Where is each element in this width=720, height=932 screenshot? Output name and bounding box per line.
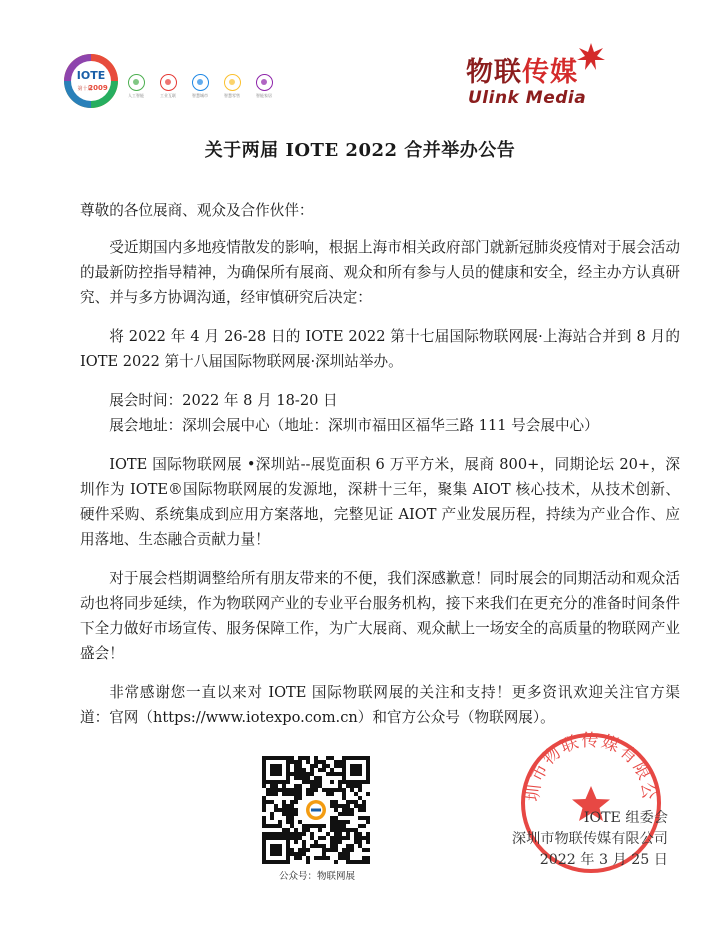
category-ai: 人工智能	[124, 74, 148, 98]
qr-code-block	[262, 756, 372, 882]
category-home: 智能家居	[252, 74, 276, 98]
category-icons	[124, 74, 276, 98]
ulink-cn-name: 物联传媒	[466, 57, 578, 88]
svg-text:深圳市物联传媒有限公司	[516, 728, 659, 802]
industry-icon	[160, 74, 177, 91]
qr-finder-pattern	[342, 756, 370, 784]
category-city: 智慧城市	[188, 74, 212, 98]
retail-icon	[224, 74, 241, 91]
signature-organizer: IOTE 组委会	[583, 810, 668, 826]
iote-logo-top-text: IOTE	[76, 69, 106, 82]
qr-caption: 公众号：物联网展	[278, 871, 355, 882]
qr-finder-pattern	[262, 756, 290, 784]
category-retail: 智慧零售	[220, 74, 244, 98]
iote-logo-year: 2009	[88, 84, 108, 92]
paragraph-4: 对于展会档期调整给所有朋友带来的不便，我们深感歉意！同时展会的同期活动和观众活动也将同步延续，作为物联网产业的专业平台服务机构，接下来我们在更充分的准备时间条件下全力做好市场宣传、服务保障工作，为广大展商、观众献上一场安全的高质量的物联网产业盛会！	[80, 570, 680, 662]
exhibition-venue: 展会地址：深圳会展中心（地址：深圳市福田区福华三路 111 号会展中心）	[109, 417, 599, 434]
notice-body	[80, 198, 680, 744]
city-icon	[192, 74, 209, 91]
letterhead	[0, 0, 720, 120]
paragraph-1: 受近期国内多地疫情散发的影响，根据上海市相关政府部门就新冠肺炎疫情对于展会活动的最新防控指导精神，为确保所有展商、观众和所有参与人员的健康和安全，经主办方认真研究、并与多方协调沟通，经审慎研究后决定：	[80, 239, 680, 306]
ulink-en-name: Ulink Media	[468, 88, 587, 108]
burst-icon	[576, 42, 606, 72]
paragraph-3: IOTE 国际物联网展 •深圳站--展览面积 6 万平方米，展商 800+，同期论坛 20+，深圳作为 IOTE®国际物联网展的发源地，深耕十三年，聚集 AIOT 核心技术，从技术创新、硬件采购、系统集成到应用方案落地，完整见证 AIOT 产业发展历程，持续为产业合作、应用落地、生态融合贡献力量！	[80, 456, 680, 548]
qr-finder-pattern	[262, 836, 290, 864]
page-title: 关于两届 IOTE 2022 合并举办公告	[204, 140, 516, 161]
exhibition-time: 展会时间：2022 年 8 月 18-20 日	[109, 392, 338, 409]
paragraph-2: 将 2022 年 4 月 26-28 日的 IOTE 2022 第十七届国际物联网展·上海站合并到 8 月的 IOTE 2022 第十八届国际物联网展·深圳站举办。	[80, 328, 680, 370]
signature-company: 深圳市物联传媒有限公司	[511, 831, 668, 847]
iote-logo	[62, 52, 120, 110]
signature-date: 2022 年 3 月 25 日	[539, 852, 668, 868]
home-icon	[256, 74, 273, 91]
qr-center-logo-icon	[302, 796, 330, 824]
iote-logo-bottom-text: 第十届	[77, 86, 93, 92]
salutation: 尊敬的各位展商、观众及合作伙伴：	[80, 202, 314, 219]
seal-text: 圳市物联传媒有限公	[523, 730, 659, 803]
signature-block	[512, 808, 668, 871]
category-industry: 工业互联	[156, 74, 180, 98]
ulink-media-logo	[466, 44, 606, 110]
paragraph-5: 非常感谢您一直以来对 IOTE 国际物联网展的关注和支持！更多资讯欢迎关注官方渠道：官网（https://www.iotexpo.com.cn）和官方公众号（物联网展）。	[80, 684, 680, 726]
qr-code	[262, 756, 370, 864]
ai-icon	[128, 74, 145, 91]
